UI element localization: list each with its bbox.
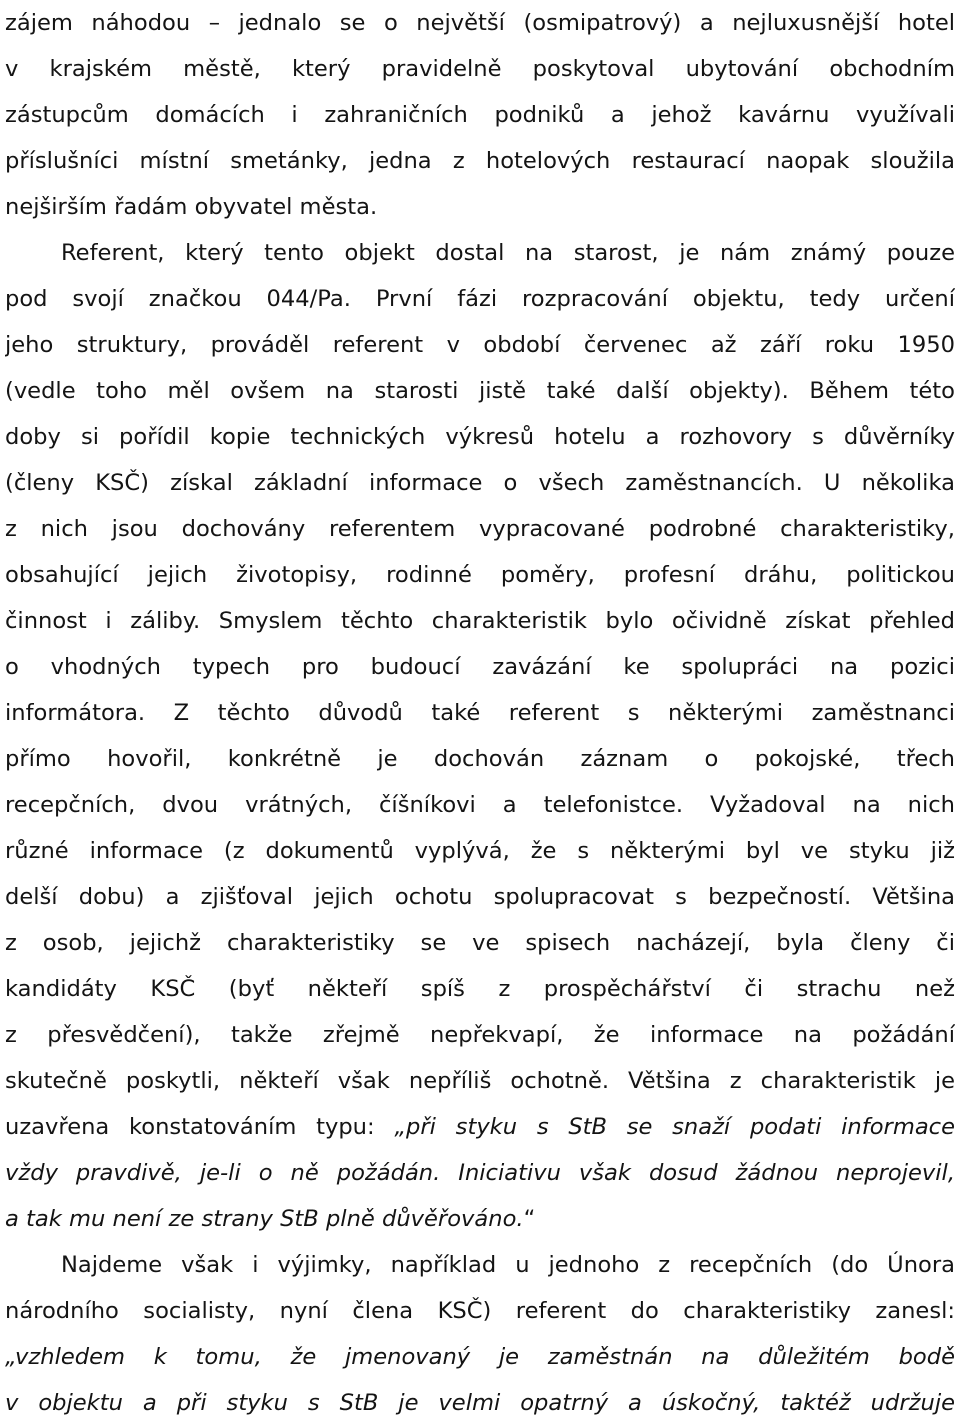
quoted-italic-text: „při styku s StB se snaží podati informace [394,1114,955,1140]
text-segment: různé informace (z dokumentů vyplývá, že s některými byl ve styku již [5,838,955,864]
text-line [5,1288,955,1334]
text-line [5,782,955,828]
quoted-italic-text: „vzhledem k tomu, že jmenovaný je zaměstnán na důležitém bodě [5,1344,955,1370]
text-line [5,414,955,460]
text-line [5,736,955,782]
quoted-italic-text: vždy pravdivě, je-li o ně požádán. Iniciativu však dosud žádnou neprojevil, [5,1160,955,1186]
text-line [5,46,955,92]
text-line [5,1150,955,1196]
text-line [5,230,955,276]
text-line [5,0,955,46]
text-segment: (vedle toho měl ovšem na starosti jistě také další objekty). Během této [5,378,955,404]
text-segment: příslušníci místní smetánky, jedna z hotelových restaurací naopak sloužila [5,148,955,174]
text-segment: z osob, jejichž charakteristiky se ve spisech nacházejí, byla členy či [5,930,955,956]
text-line [5,874,955,920]
text-line [5,552,955,598]
text-line [5,1012,955,1058]
text-segment: zájem náhodou – jednalo se o největší (osmipatrový) a nejluxusnější hotel [5,10,955,36]
text-line [5,460,955,506]
text-line [5,598,955,644]
text-line [5,138,955,184]
text-segment: kandidáty KSČ (byť někteří spíš z prospěchářství či strachu než [5,976,955,1002]
text-segment: informátora. Z těchto důvodů také referent s některými zaměstnanci [5,700,955,726]
document-page [5,0,955,1426]
text-segment: skutečně poskytli, někteří však nepříliš ochotně. Většina z charakteristik je [5,1068,955,1094]
text-segment: z nich jsou dochovány referentem vypracované podrobné charakteristiky, [5,516,955,542]
text-line [5,644,955,690]
text-line [5,368,955,414]
text-segment: v krajském městě, který pravidelně poskytoval ubytování obchodním [5,56,955,82]
text-line [5,828,955,874]
text-line [5,1334,955,1380]
text-segment: národního socialisty, nyní člena KSČ) referent do charakteristiky zanesl: [5,1298,955,1324]
text-segment: přímo hovořil, konkrétně je dochován záznam o pokojské, třech [5,746,955,772]
text-segment: Najdeme však i výjimky, například u jednoho z recepčních (do Února [61,1252,955,1278]
text-line [5,506,955,552]
text-line [5,920,955,966]
text-segment: nejširším řadám obyvatel města. [5,194,378,220]
text-line [5,184,955,230]
text-segment: pod svojí značkou 044/Pa. První fázi rozpracování objektu, tedy určení [5,286,955,312]
quoted-italic-text: a tak mu není ze strany StB plně důvěřováno. [5,1206,524,1232]
paragraph [5,230,955,1242]
text-line [5,1104,955,1150]
text-line [5,92,955,138]
text-segment: z přesvědčení), takže zřejmě nepřekvapí, že informace na požádání [5,1022,955,1048]
text-line [5,966,955,1012]
quoted-italic-text: v objektu a při styku s StB je velmi opatrný a úskočný, taktéž udržuje [5,1390,955,1416]
text-line [5,276,955,322]
text-line [5,1058,955,1104]
text-line [5,1380,955,1426]
text-segment: uzavřena konstatováním typu: [5,1114,395,1140]
text-segment: zástupcům domácích i zahraničních podniků a jehož kavárnu využívali [5,102,955,128]
text-line [5,1242,955,1288]
text-segment: činnost i záliby. Smyslem těchto charakteristik bylo očividně získat přehled [5,608,955,634]
text-segment: (členy KSČ) získal základní informace o všech zaměstnancích. U několika [5,470,955,496]
text-segment: “ [523,1206,536,1232]
text-segment: delší dobu) a zjišťoval jejich ochotu spolupracovat s bezpečností. Většina [5,884,955,910]
text-segment: Referent, který tento objekt dostal na starost, je nám známý pouze [61,240,955,266]
text-segment: recepčních, dvou vrátných, číšníkovi a telefonistce. Vyžadoval na nich [5,792,955,818]
text-line [5,690,955,736]
text-segment: obsahující jejich životopisy, rodinné poměry, profesní dráhu, politickou [5,562,955,588]
text-segment: o vhodných typech pro budoucí zavázání ke spolupráci na pozici [5,654,955,680]
text-line [5,1196,955,1242]
paragraph [5,0,955,230]
text-segment: doby si pořídil kopie technických výkresů hotelu a rozhovory s důvěrníky [5,424,955,450]
paragraph [5,1242,955,1426]
text-line [5,322,955,368]
text-segment: jeho struktury, prováděl referent v období červenec až září roku 1950 [5,332,955,358]
